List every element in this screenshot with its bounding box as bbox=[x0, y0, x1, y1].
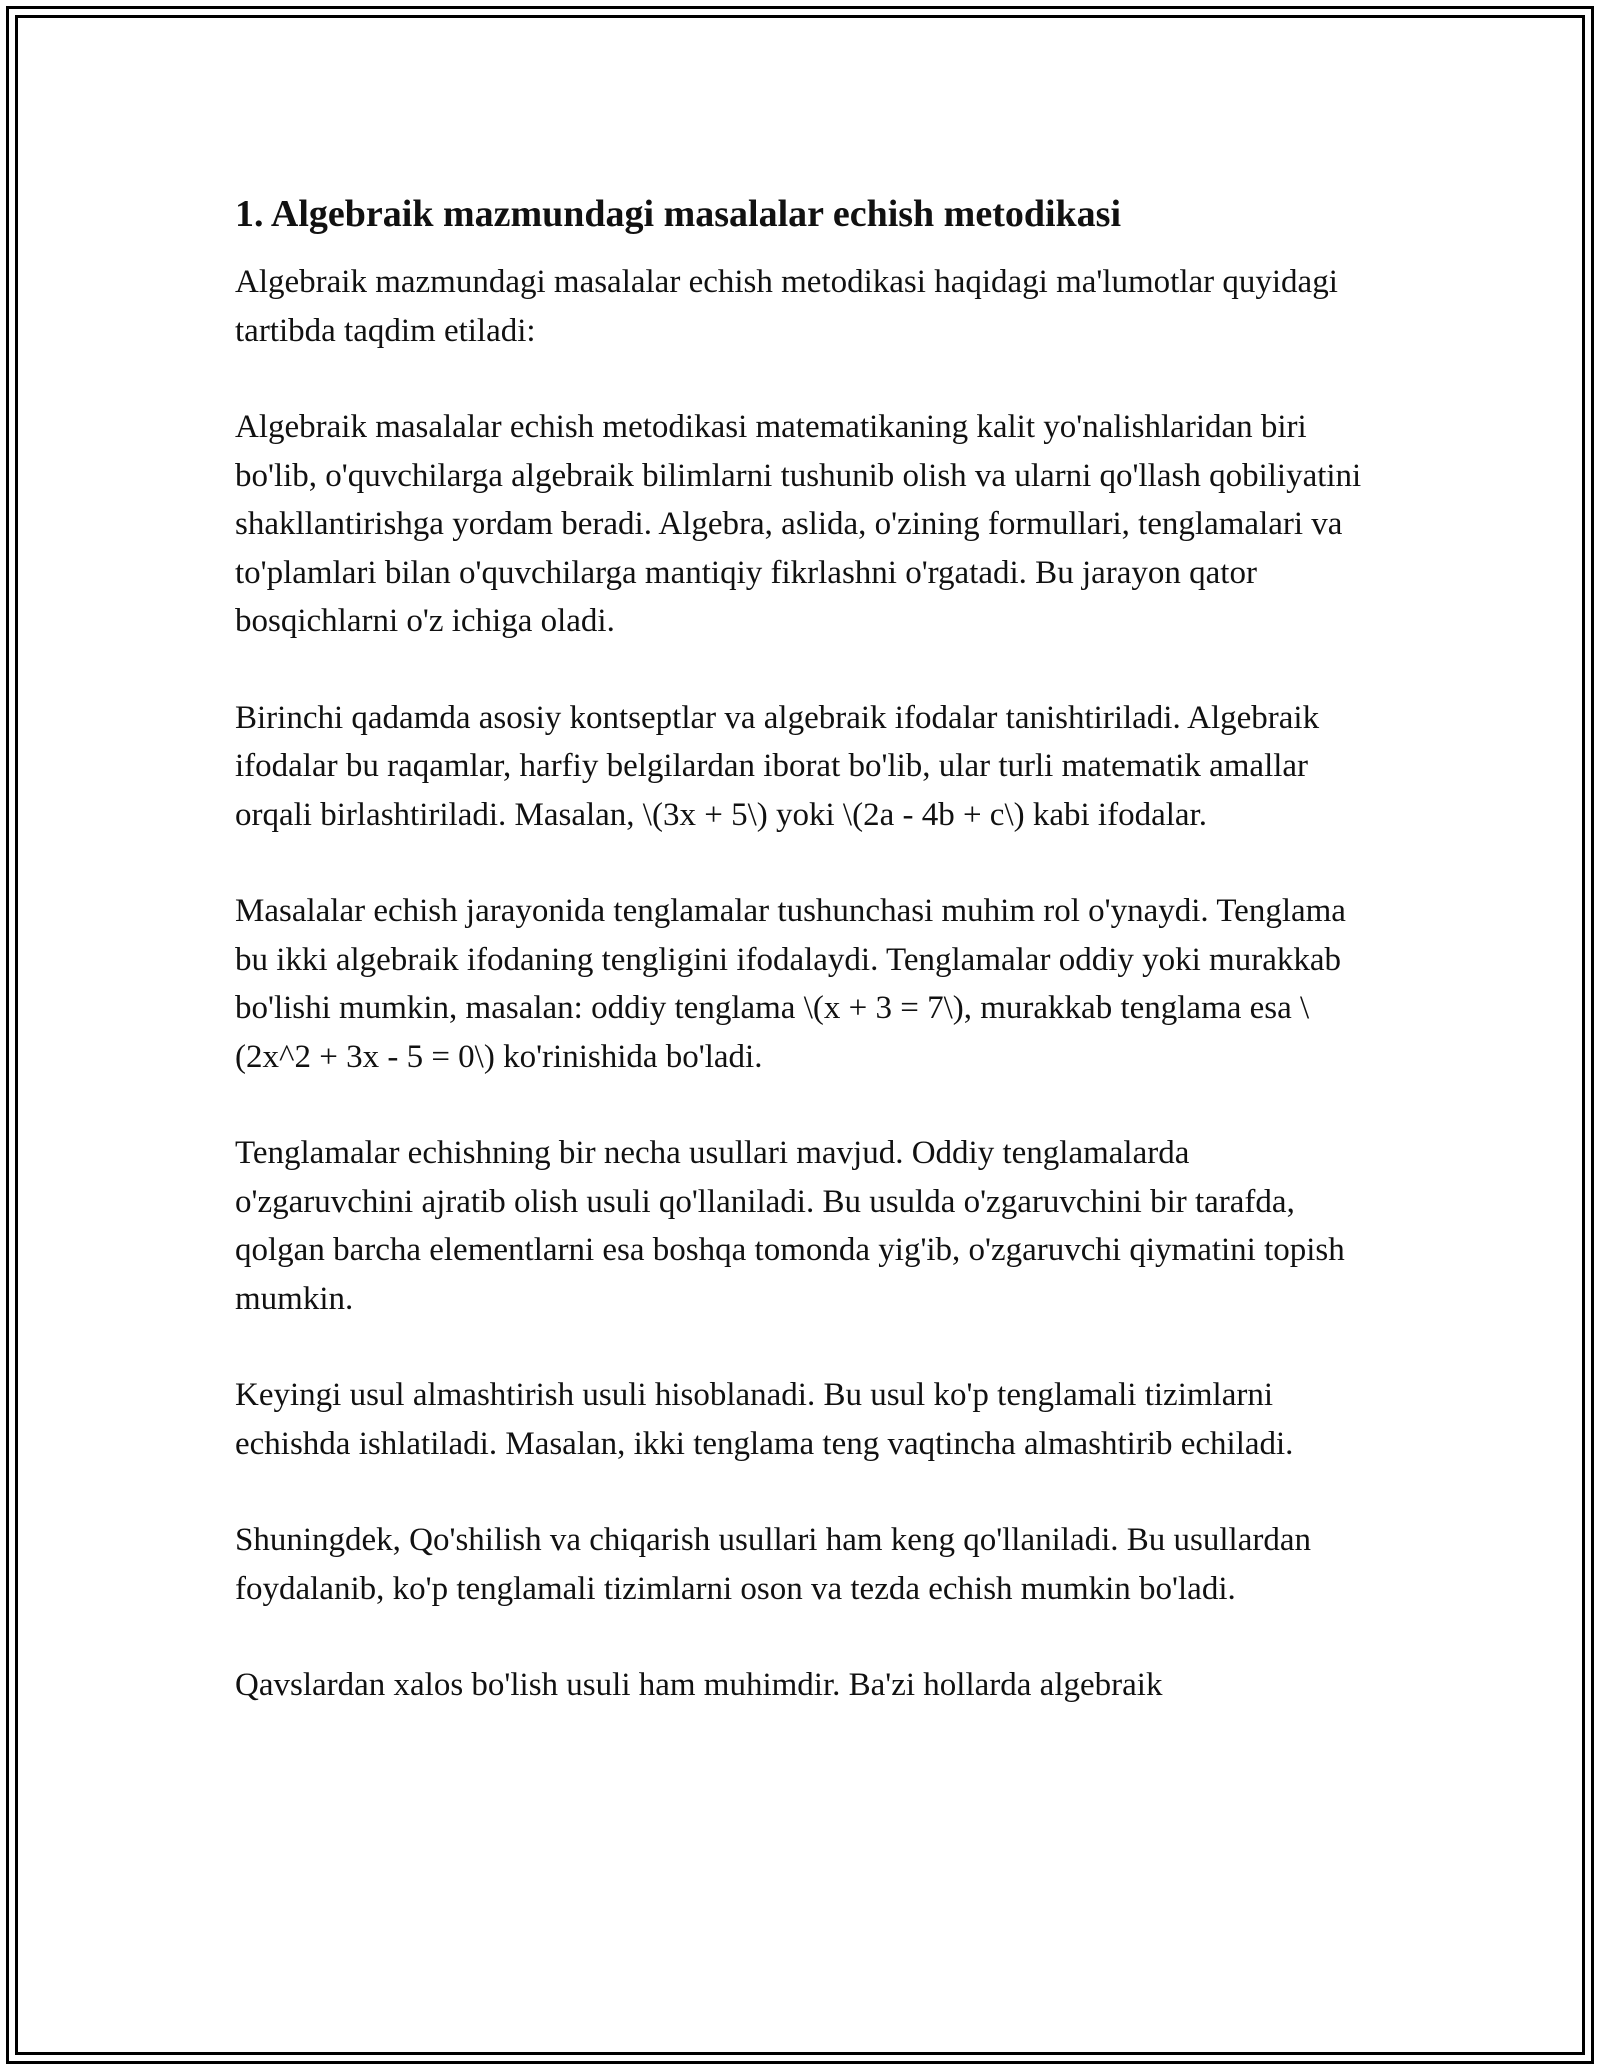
paragraph-equations: Masalalar echish jarayonida tenglamalar tushunchasi muhim rol o'ynaydi. Tenglama bu ikki algebraik ifodaning tengligini ifodalaydi. Tenglamalar oddiy yoki murakkab bo'lishi mumkin, masalan: oddiy tenglama \(x + 3 = 7\), murakkab tenglama esa \(2x^2 + 3x - 5 = 0\) ko'rinishida bo'ladi. bbox=[235, 893, 1346, 1075]
paragraph-addition-method: Shuningdek, Qo'shilish va chiqarish usullari ham keng qo'llaniladi. Bu usullardan foydalanib, ko'p tenglamali tizimlarni oson va tezda echish mumkin bo'ladi. bbox=[235, 1522, 1311, 1607]
paragraph-expressions: Birinchi qadamda asosiy kontseptlar va algebraik ifodalar tanishtiriladi. Algebraik ifodalar bu raqamlar, harfiy belgilardan iborat bo'lib, ular turli matematik amallar orqali birlashtiriladi. Masalan, \(3x + 5\) yoki \(2a - 4b + c\) kabi ifodalar. bbox=[235, 699, 1320, 833]
paragraph-substitution-method: Keyingi usul almashtirish usuli hisoblanadi. Bu usul ko'p tenglamali tizimlarni echishda ishlatiladi. Masalan, ikki tenglama teng vaqtincha almashtirib echiladi. bbox=[235, 1377, 1294, 1462]
paragraph-isolation-method: Tenglamalar echishning bir necha usullari mavjud. Oddiy tenglamalarda o'zgaruvchini ajratib olish usuli qo'llaniladi. Bu usulda o'zgaruvchini bir tarafda, qolgan barcha elementlarni esa boshqa tomonda yig'ib, o'zgaruvchi qiymatini topish mumkin. bbox=[235, 1135, 1345, 1317]
document-title: 1. Algebraik mazmundagi masalalar echish metodikasi bbox=[235, 193, 1122, 235]
paragraph-brackets-method: Qavslardan xalos bo'lish usuli ham muhimdir. Ba'zi hollarda algebraik bbox=[235, 1667, 1163, 1703]
paragraph-intro: Algebraik mazmundagi masalalar echish metodikasi haqidagi ma'lumotlar quyidagi tartibda taqdim etiladi: bbox=[235, 264, 1338, 349]
paragraph-methodology: Algebraik masalalar echish metodikasi matematikaning kalit yo'nalishlaridan biri bo'lib, o'quvchilarga algebraik bilimlarni tushunib olish va ularni qo'llash qobiliyatini shakllantirishga yordam beradi. Algebra, aslida, o'zining formullari, tenglamalari va to'plamlari bilan o'quvchilarga mantiqiy fikrlashni o'rgatadi. Bu jarayon qator bosqichlarni o'z ichiga oladi. bbox=[235, 409, 1362, 639]
document-body bbox=[235, 188, 1375, 1758]
